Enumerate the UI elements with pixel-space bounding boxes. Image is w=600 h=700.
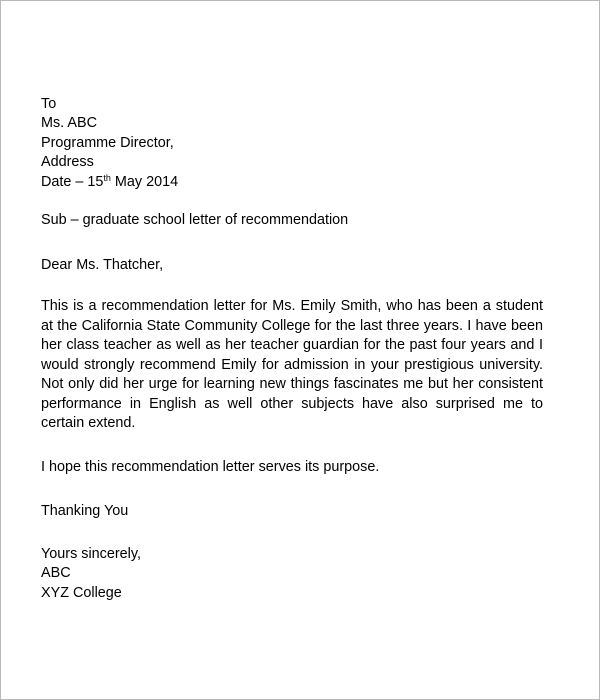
letter-subject: Sub – graduate school letter of recommendation [41,212,349,228]
signature-organization: XYZ College [41,585,122,601]
thanks-line: Thanking You [41,503,129,519]
salutation: Dear Ms. Thatcher, [41,257,164,273]
recipient-to: To [41,96,57,112]
letter-body: This is a recommendation letter for Ms. Emily Smith, who has been a student at the California State Community College for the last three years. I have been her class teacher as well as her teacher guardian for the past four years and I would strongly recommend Emily for admission in your prestigious university. Not only did her urge for learning new things fascinates me but her consistent performance in English as well other subjects have also surprised me to certain extend. [41,298,543,431]
signoff: Yours sincerely, [41,546,141,562]
recipient-title: Programme Director, [41,135,174,151]
date-rest: May 2014 [110,174,179,190]
recipient-address: Address [41,154,94,170]
signature-name: ABC [41,565,71,581]
date-ordinal-suffix: th [103,173,111,183]
date-prefix: Date – 15 [41,174,104,190]
recipient-name: Ms. ABC [41,115,97,131]
closing-line: I hope this recommendation letter serves its purpose. [41,459,380,475]
letter-date [41,173,178,193]
